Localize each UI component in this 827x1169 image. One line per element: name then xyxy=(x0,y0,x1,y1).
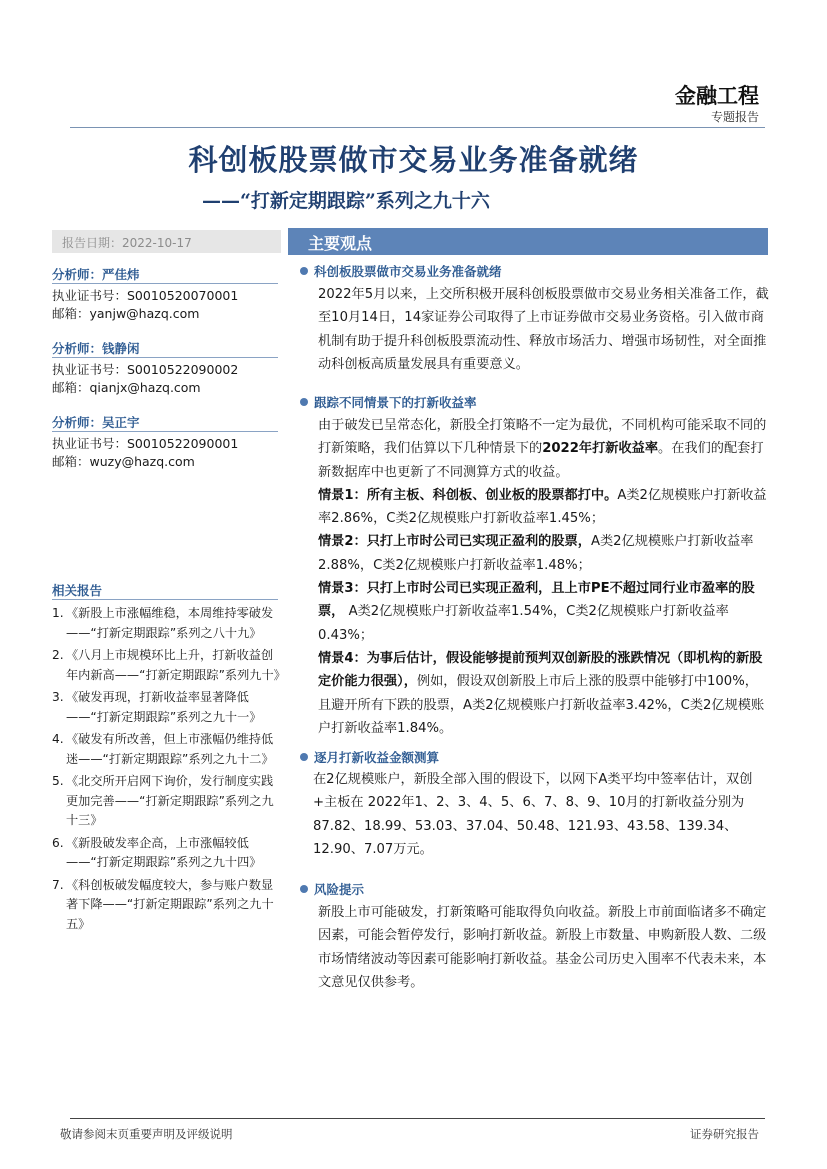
report-type: 专题报告 xyxy=(710,110,759,124)
scenario-2-label: 情景2：只打上市时公司已实现正盈利的股票， xyxy=(318,534,591,550)
list-item[interactable] xyxy=(52,688,284,727)
analyst-email[interactable]: 邮箱：yanjw@hazq.com xyxy=(52,306,200,321)
footer-label: 证券研究报告 xyxy=(690,1127,759,1141)
section-heading-scenarios: 跟踪不同情景下的打新收益率 xyxy=(300,393,477,411)
scenario-4-label: 情景4：为事后估计，假设能够提前预判双创新股的涨跌情况（即机构的新股定价能力很强）， xyxy=(318,650,763,690)
page-title: 科创板股票做市交易业务准备就绪 xyxy=(188,143,639,177)
scenario-2-text: A类2亿规模账户打新收益率2.88%，C类2亿规模账户打新收益率1.48%； xyxy=(318,534,754,573)
list-item[interactable] xyxy=(52,604,284,643)
scenarios-paragraph xyxy=(318,414,770,740)
section-heading-risk: 风险提示 xyxy=(300,880,364,898)
analyst-block xyxy=(52,413,278,471)
list-item-number: 1. xyxy=(52,606,64,620)
list-item[interactable] xyxy=(52,876,284,935)
brand-name: 金融工程 xyxy=(675,83,759,108)
list-item-text: 《科创板破发幅度较大，参与账户数显著下降——“打新定期跟踪”系列之九十五》 xyxy=(66,877,274,931)
related-reports-heading: 相关报告 xyxy=(52,581,278,600)
list-item-text: 《新股上市涨幅维稳，本周维持零破发——“打新定期跟踪”系列之八十九》 xyxy=(66,606,274,640)
report-date: 报告日期：2022-10-17 xyxy=(62,236,192,250)
scenarios-intro-bold: 2022年打新收益率 xyxy=(542,441,659,457)
list-item-text: 《北交所开启网下询价，发行制度实践更加完善——“打新定期跟踪”系列之九十三》 xyxy=(66,774,274,827)
footer-divider xyxy=(70,1118,765,1119)
analyst-name: 分析师：严佳炜 xyxy=(52,265,278,284)
list-item[interactable] xyxy=(52,646,284,685)
list-item-number: 2. xyxy=(52,648,64,662)
list-item-text: 《破发有所改善，但上市涨幅仍维持低迷——“打新定期跟踪”系列之九十二》 xyxy=(66,732,274,766)
list-item-number: 5. xyxy=(52,774,64,788)
section-paragraph: 2022年5月以来，上交所积极开展科创板股票做市交易业务相关准备工作，截至10月14日，14家证券公司取得了上市证券做市交易业务资格。引入做市商机制有助于提升科创板股票流动性、释放市场活力、增强市场韧性，对全面推动科创板高质量发展具有重要意义。 xyxy=(318,287,769,372)
page-subtitle: ——“打新定期跟踪”系列之九十六 xyxy=(202,190,490,212)
scenario-1-label: 情景1：所有主板、科创板、创业板的股票都打中。 xyxy=(318,487,618,503)
analyst-block xyxy=(52,339,278,397)
list-item[interactable] xyxy=(52,730,284,769)
scenario-4-text: 例如，假设双创新股上市后上涨的股票中能够打中100%，且避开所有下跌的股票，A类2亿规模账户打新收益率3.42%，C类2亿规模账户打新收益率1.84%。 xyxy=(318,674,765,736)
analyst-cert: 执业证书号：S0010520070001 xyxy=(52,288,239,303)
list-item-text: 《破发再现，打新收益率显著降低——“打新定期跟踪”系列之九十一》 xyxy=(66,690,262,724)
list-item[interactable] xyxy=(52,772,284,831)
footer-disclaimer: 敬请参阅末页重要声明及评级说明 xyxy=(60,1127,233,1141)
scenario-1-text: A类2亿规模账户打新收益率2.86%，C类2亿规模账户打新收益率1.45%； xyxy=(318,487,767,527)
report-date-bar xyxy=(52,230,281,253)
main-points-title: 主要观点 xyxy=(308,234,373,253)
section-paragraph: 新股上市可能破发，打新策略可能取得负向收益。新股上市前面临诸多不确定因素，可能会暂停发行，影响打新收益。新股上市数量、申购新股人数、二级市场情绪波动等因素可能影响打新收益。基金公司历史入围率不代表未来，本文意见仅供参考。 xyxy=(318,905,767,990)
list-item[interactable] xyxy=(52,834,284,873)
scenario-3-text: A类2亿规模账户打新收益率1.54%，C类2亿规模账户打新收益率0.43%； xyxy=(318,604,729,643)
list-item-number: 7. xyxy=(52,877,64,892)
scenarios-intro-tail: 。在我们的配套打新数据库中也更新了不同测算方式的收益。 xyxy=(318,441,764,480)
analyst-email[interactable]: 邮箱：wuzy@hazq.com xyxy=(52,454,195,469)
analyst-email[interactable]: 邮箱：qianjx@hazq.com xyxy=(52,380,201,395)
section-heading-monthly: 逐月打新收益金额测算 xyxy=(300,748,439,766)
header-divider xyxy=(70,127,765,128)
analyst-block xyxy=(52,265,278,323)
list-item-text: 《八月上市规模环比上升，打新收益创年内新高——“打新定期跟踪”系列九十》 xyxy=(66,648,286,682)
related-reports-list xyxy=(52,604,284,934)
analyst-cert: 执业证书号：S0010522090001 xyxy=(52,436,239,451)
analyst-cert: 执业证书号：S0010522090002 xyxy=(52,362,239,377)
analyst-name: 分析师：吴正宇 xyxy=(52,413,278,432)
list-item-number: 4. xyxy=(52,732,64,746)
scenarios-intro: 由于破发已呈常态化，新股全打策略不一定为最优，不同机构可能采取不同的打新策略，我们估算以下几种情景下的 xyxy=(318,418,767,457)
main-points-bar xyxy=(288,228,768,255)
section-paragraph: 在2亿规模账户，新股全部入围的假设下，以网下A类平均中签率估计，双创+主板在 2022年1、2、3、4、5、6、7、8、9、10月的打新收益分别为87.82、18.99、53.03、37.04、50.48、121.93、43.58、139.34、12.90、7.07万元。 xyxy=(313,772,753,857)
analyst-name: 分析师：钱静闲 xyxy=(52,339,278,358)
scenario-3-label: 情景3：只打上市时公司已实现正盈利，且上市PE不超过同行业市盈率的股票， xyxy=(318,581,755,620)
list-item-text: 《新股破发率企高，上市涨幅较低——“打新定期跟踪”系列之九十四》 xyxy=(66,835,262,869)
list-item-number: 6. xyxy=(52,835,64,850)
list-item-number: 3. xyxy=(52,690,64,704)
section-heading-market-making: 科创板股票做市交易业务准备就绪 xyxy=(300,262,502,280)
